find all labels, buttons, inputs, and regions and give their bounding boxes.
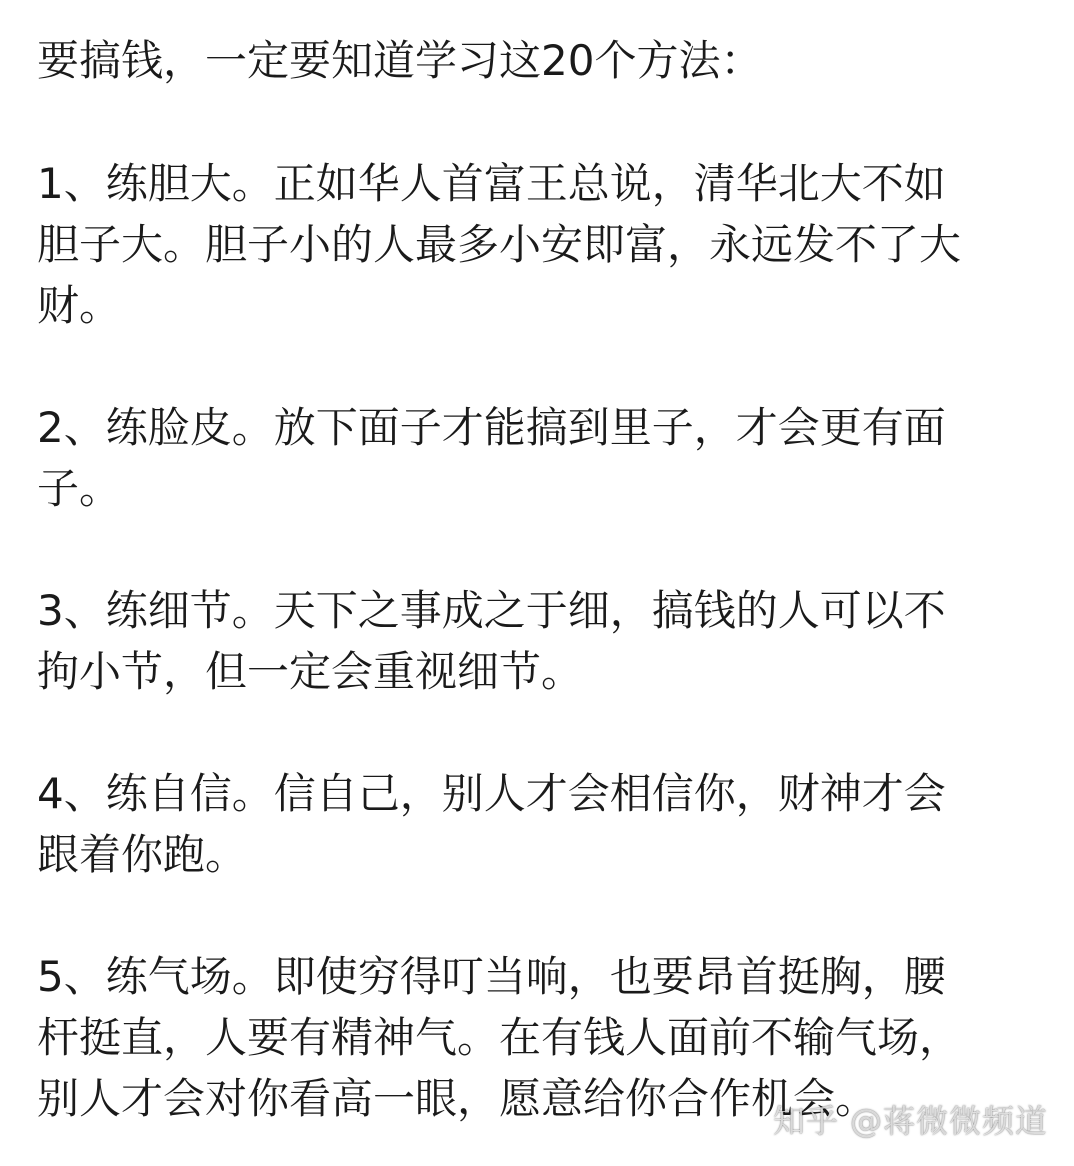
method-4-line-2: 跟着你跑。	[37, 830, 248, 879]
method-1-line-3: 财。	[37, 281, 122, 330]
method-5-line-2: 杆挺直，人要有精神气。在有钱人面前不输气场，	[37, 1013, 962, 1062]
spacer	[37, 885, 1037, 946]
spacer	[37, 519, 1037, 580]
method-4-line-1: 4、练自信。信自己，别人才会相信你，财神才会	[37, 769, 946, 818]
method-3-line-2: 拘小节，但一定会重视细节。	[37, 647, 584, 696]
spacer	[37, 92, 1037, 153]
method-2-line-2: 子。	[37, 464, 122, 513]
method-2-line-1: 2、练脸皮。放下面子才能搞到里子，才会更有面	[37, 403, 946, 452]
method-1-line-2: 胆子大。胆子小的人最多小安即富，永远发不了大	[37, 220, 962, 269]
zhihu-watermark: 知乎 @蒋微微频道	[772, 1102, 1048, 1140]
method-1-line-1: 1、练胆大。正如华人首富王总说，清华北大不如	[37, 159, 946, 208]
method-item-4	[37, 763, 1037, 885]
method-item-2	[37, 397, 1037, 519]
spacer	[37, 702, 1037, 763]
method-item-3	[37, 580, 1037, 702]
method-3-line-1: 3、练细节。天下之事成之于细，搞钱的人可以不	[37, 586, 946, 635]
method-5-line-1: 5、练气场。即使穷得叮当响，也要昂首挺胸，腰	[37, 952, 946, 1001]
article-body	[37, 30, 1037, 1129]
method-5-line-3: 别人才会对你看高一眼，愿意给你合作机会。	[37, 1074, 878, 1123]
intro-text: 要搞钱，一定要知道学习这20个方法：	[37, 36, 763, 85]
spacer	[37, 336, 1037, 397]
method-item-1	[37, 153, 1037, 336]
